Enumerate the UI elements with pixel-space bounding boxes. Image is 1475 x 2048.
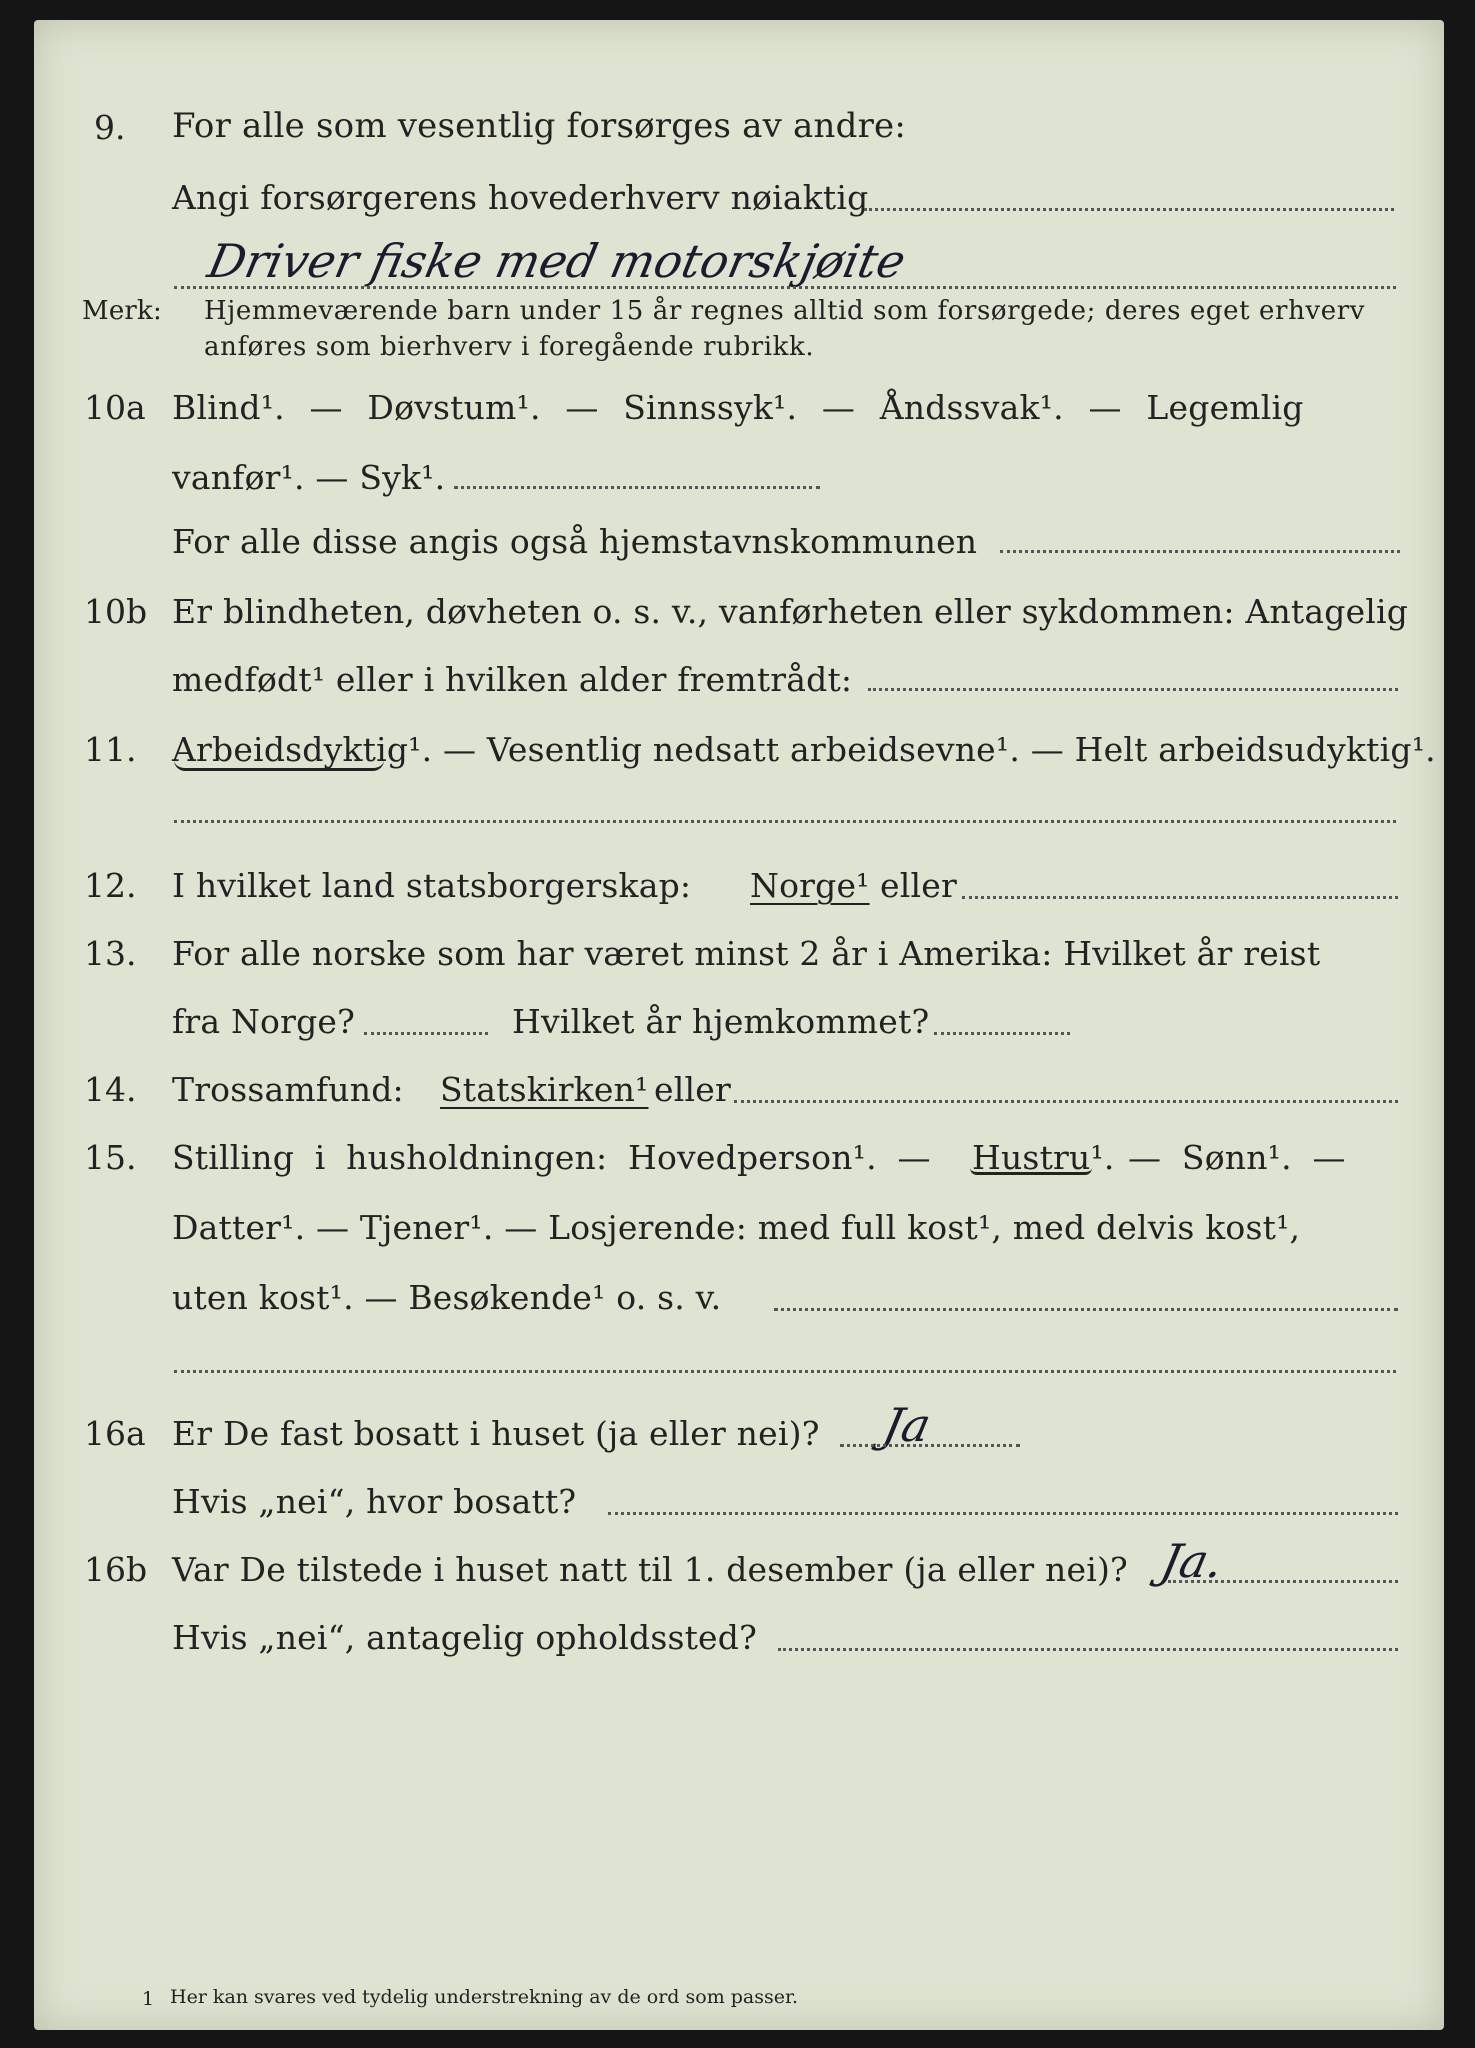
q15-number: 15. (84, 1138, 137, 1177)
q13-hjemkommet-dotted-line (934, 1032, 1070, 1035)
q14-suffix: eller (654, 1070, 731, 1109)
q15-hustru-underline (970, 1168, 1092, 1175)
q14-dotted-line (734, 1100, 1398, 1103)
q10a-line-3: For alle disse angis også hjemstavnskommunen (172, 522, 978, 561)
q15-dotted-line (774, 1308, 1398, 1311)
q10a-hjemstavn-dotted-line (1000, 550, 1400, 553)
q16b-line-1: Var De tilstede i huset natt til 1. desember (ja eller nei)? (172, 1550, 1128, 1589)
q9-heading: For alle som vesentlig forsørges av andre: (172, 106, 907, 146)
footnote-mark: 1 (142, 1988, 155, 2010)
q15-extra-dotted-line (174, 1370, 1396, 1373)
census-form-page (34, 20, 1444, 2030)
q16a-line-1: Er De fast bosatt i huset (ja eller nei)? (172, 1414, 820, 1453)
q10a-syk-dotted-line (454, 486, 820, 489)
q12-number: 12. (84, 866, 137, 905)
q11-dotted-line (174, 820, 1396, 823)
q10b-dotted-line (868, 688, 1398, 691)
q9-number: 9. (94, 108, 126, 147)
q15-line-1a: Stilling i husholdningen: Hovedperson¹. — (172, 1138, 931, 1177)
q16a-number: 16a (84, 1414, 146, 1453)
q10a-number: 10a (84, 388, 146, 427)
q16b-handwritten-answer: Ja. (1156, 1534, 1229, 1588)
q13-line-1: For alle norske som har været minst 2 år i Amerika: Hvilket år reist (172, 934, 1321, 973)
q10a-line-1: Blind¹. — Døvstum¹. — Sinnssyk¹. — Åndssvak¹. — Legemlig (172, 388, 1304, 427)
q11-line-1: Arbeidsdyktig¹. — Vesentlig nedsatt arbeidsevne¹. — Helt arbeidsudyktig¹. (172, 730, 1436, 769)
q9-prompt: Angi forsørgerens hovederhverv nøiaktig (172, 178, 869, 217)
q16b-number: 16b (84, 1550, 148, 1589)
q14-prefix: Trossamfund: (172, 1070, 404, 1109)
q15-option-hustru: Hustru¹. (972, 1138, 1115, 1177)
merk-label: Merk: (82, 296, 162, 326)
q13-line-2a: fra Norge? (172, 1002, 356, 1041)
q16b-opholdssted-dotted-line (778, 1648, 1398, 1651)
q9-prompt-dotted-line (864, 208, 1394, 211)
q11-number: 11. (84, 730, 137, 769)
q16a-answer-dotted-line (840, 1444, 1020, 1447)
q10b-number: 10b (84, 592, 148, 631)
q9-answer-dotted-line (174, 286, 1396, 289)
q12-prefix: I hvilket land statsborgerskap: (172, 866, 692, 905)
q16a-handwritten-answer: Ja (878, 1398, 936, 1452)
q15-line-1c: — Sønn¹. — (1128, 1138, 1346, 1177)
q12-dotted-line (962, 896, 1398, 899)
q12-suffix: eller (880, 866, 957, 905)
q13-reist-dotted-line (364, 1032, 488, 1035)
q13-number: 13. (84, 934, 137, 973)
q16b-line-2: Hvis „nei“, antagelig opholdssted? (172, 1618, 757, 1657)
q10b-line-1: Er blindheten, døvheten o. s. v., vanførheten eller sykdommen: Antagelig (172, 592, 1409, 631)
merk-line-1: Hjemmeværende barn under 15 år regnes alltid som forsørgede; deres eget erhverv (204, 296, 1366, 326)
q9-handwritten-answer: Driver fiske med motorskjøite (203, 234, 911, 288)
q16a-line-2: Hvis „nei“, hvor bosatt? (172, 1482, 577, 1521)
q12-option-norge: Norge¹ (750, 866, 870, 905)
q10a-line-2: vanfør¹. — Syk¹. (172, 458, 446, 497)
q14-number: 14. (84, 1070, 137, 1109)
q15-line-2: Datter¹. — Tjener¹. — Losjerende: med full kost¹, med delvis kost¹, (172, 1208, 1301, 1247)
q16b-answer-dotted-line (1168, 1580, 1398, 1583)
q15-line-3: uten kost¹. — Besøkende¹ o. s. v. (172, 1278, 722, 1317)
merk-line-2: anføres som bierhverv i foregående rubrikk. (204, 332, 815, 362)
q10b-line-2: medfødt¹ eller i hvilken alder fremtrådt: (172, 660, 853, 699)
footnote-text: Her kan svares ved tydelig understrekning av de ord som passer. (170, 1986, 799, 2008)
q16a-bosatt-dotted-line (608, 1512, 1398, 1515)
q13-line-2b: Hvilket år hjemkommet? (512, 1002, 930, 1041)
q11-arbeidsdyktig-underline (174, 760, 384, 771)
q14-option-statskirken: Statskirken¹ (440, 1070, 649, 1109)
